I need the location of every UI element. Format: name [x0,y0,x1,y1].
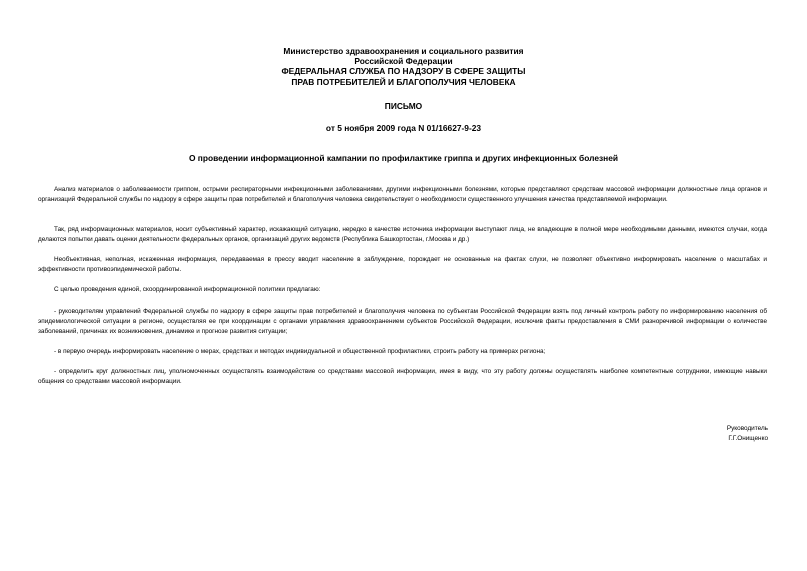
issuer-service-line2: ПРАВ ПОТРЕБИТЕЛЕЙ И БЛАГОПОЛУЧИЯ ЧЕЛОВЕКА [291,76,516,87]
signature-title: Руководитель [726,425,768,432]
signature-name: Г.Г.Онищенко [728,435,768,442]
paragraph-text: Необъективная, неполная, искаженная информация, передаваемая в прессу вводит население в заблуждение, порождает не основанные на фактах слухи, не позволяет объективно информировать население о масштабах и эффективности противоэпидемической работы. [38,256,767,273]
paragraph-text: С целью проведения единой, скоординированной информационной политики предлагаю: [54,286,321,293]
issuer-service-line1: ФЕДЕРАЛЬНАЯ СЛУЖБА ПО НАДЗОРУ В СФЕРЕ ЗАЩИТЫ [281,66,526,77]
paragraph-subjective [38,225,767,245]
paragraph-proposal [38,285,767,295]
paragraph-text: - в первую очередь информировать население о мерах, средствах и методах индивидуальной и общественной профилактики, строить работу на примерах региона; [54,348,546,355]
paragraph-misinformation [38,255,767,275]
paragraph-item-1 [38,307,767,337]
issuer-country: Российской Федерации [354,56,453,67]
paragraph-text: - определить круг должностных лиц, уполномоченных осуществлять взаимодействие со средствами массовой информации, имея в виду, что эту работу должны осуществлять наиболее компетентные сотрудники, имеющие навыки общения со средствами массовой информации. [38,368,767,385]
document-subject: О проведении информационной кампании по профилактике гриппа и других инфекционных болезней [188,153,619,163]
paragraph-text: Анализ материалов о заболеваемости гриппом, острыми респираторными инфекционными заболеваниями, другими инфекционными болезнями, которые представляют средствам массовой информации должностные лица органов и организаций Федеральной службы по надзору в сфере защиты прав потребителей и благополучия человека свидетельствует о необходимости существенного улучшения качества представляемой информации. [38,186,767,203]
signature-block [727,424,768,444]
paragraph-analysis [38,185,767,205]
issuer-header [0,46,807,87]
document-type: ПИСЬМО [384,101,423,111]
document-date-number: от 5 ноября 2009 года N 01/16627-9-23 [325,123,482,133]
paragraph-text: Так, ряд информационных материалов, носит субъективный характер, искажающий ситуацию, нередко в качестве источника информации выступают лица, не владеющие в полной мере необходимыми данными, имеются случаи, когда делаются попытки давать оценки деятельности федеральных органов, организаций других ведомств (Республика Башкортостан, г.Москва и др.) [38,226,767,243]
issuer-ministry: Министерство здравоохранения и социального развития [283,46,524,56]
paragraph-item-2 [38,347,767,357]
paragraph-text: - руководителям управлений Федеральной службы по надзору в сфере защиты прав потребителей и благополучия человека по субъектам Российской Федерации взять под личный контроль работу по информированию населения об эпидемиологической ситуации в регионе, осуществляя ее при координации с органами управления здравоохранением субъектов Российской Федерации, исключив факты предоставления в СМИ разноречивой информации о количестве заболеваний, причинах их возникновения, динамике и прогнозе развития ситуации; [38,308,767,335]
paragraph-item-3 [38,367,767,387]
